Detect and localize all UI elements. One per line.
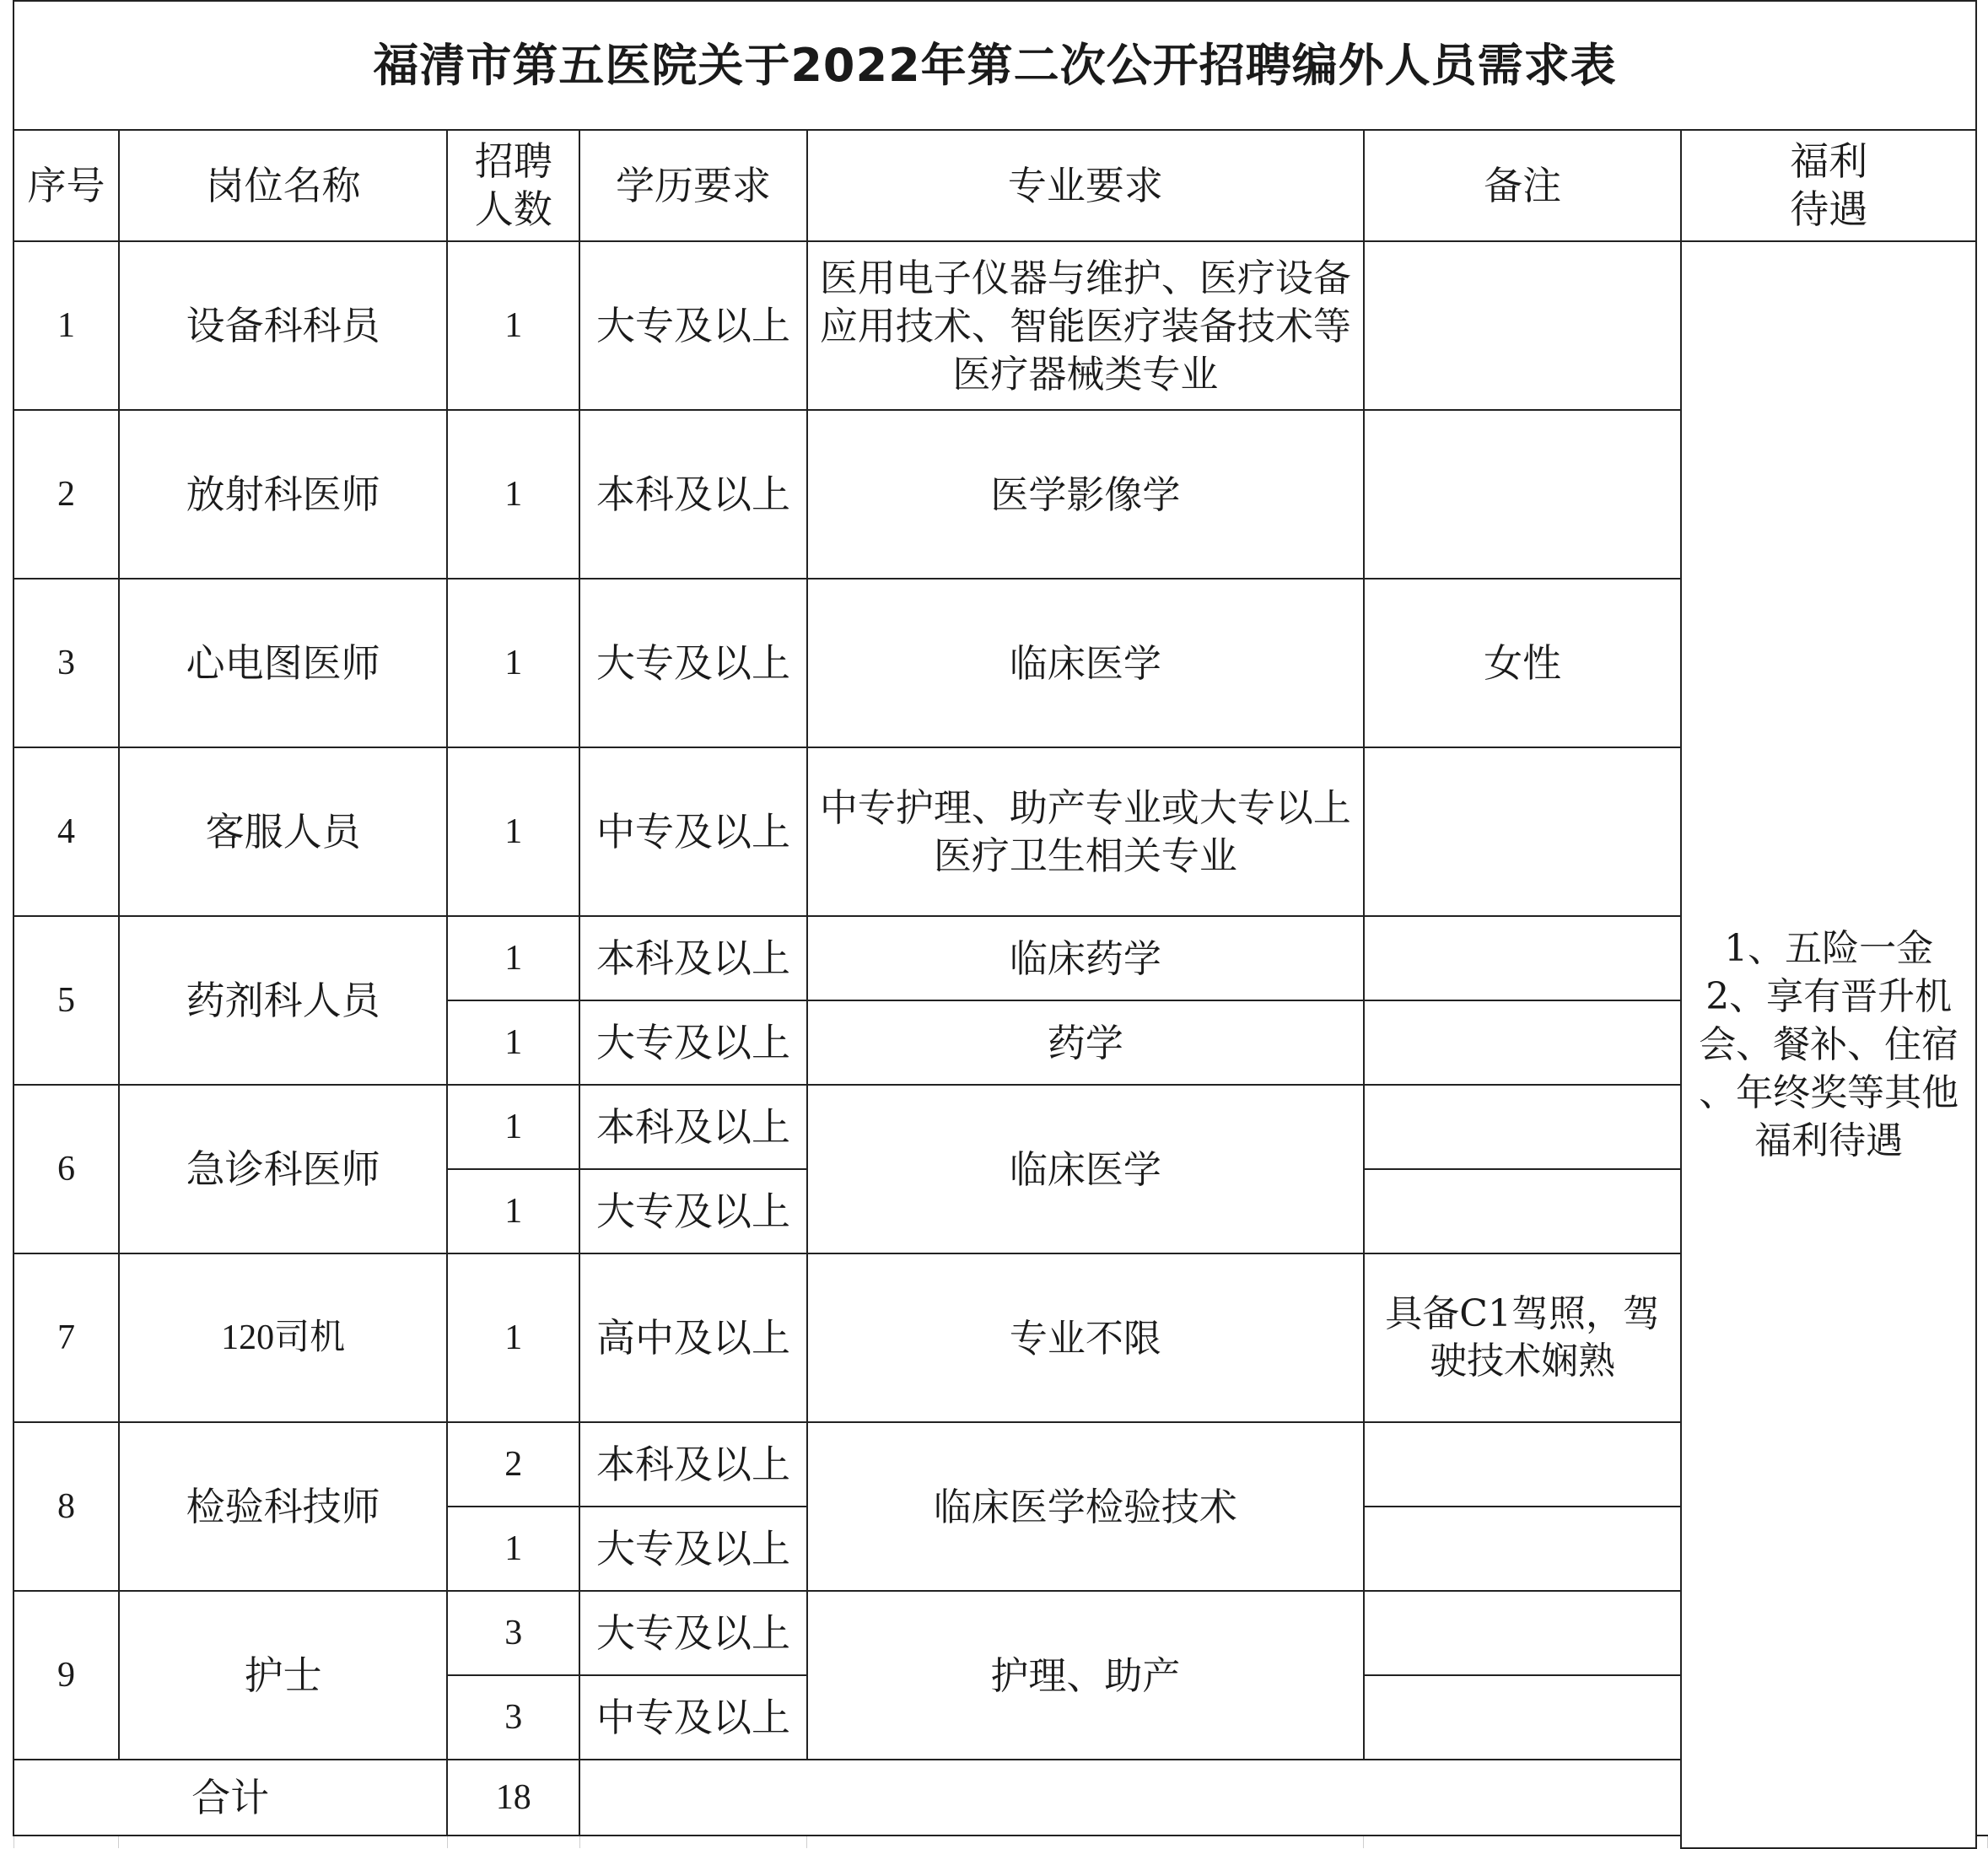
- remark-cell: [1364, 1085, 1682, 1169]
- seq-cell: 2: [13, 410, 119, 579]
- major-cell: 专业不限: [807, 1253, 1364, 1422]
- benefit-line: 福利待遇: [1754, 1119, 1904, 1162]
- seq-cell: 7: [13, 1253, 119, 1422]
- education-cell: 中专及以上: [579, 1675, 807, 1760]
- position-cell: 药剂科人员: [119, 916, 447, 1085]
- major-cell: [807, 241, 1364, 410]
- education-cell: 大专及以上: [579, 1000, 807, 1085]
- education-cell: 大专及以上: [579, 579, 807, 747]
- remark-cell: [1364, 1675, 1682, 1760]
- benefit-line: 2、享有晋升机: [1705, 975, 1953, 1018]
- total-blank: [579, 1760, 1976, 1836]
- benefit-line: 1、五险一金: [1724, 927, 1934, 970]
- remark-cell: [1364, 1591, 1682, 1675]
- benefit-line: 、年终奖等其他: [1699, 1071, 1959, 1114]
- major-line: 医疗器械类专业: [952, 351, 1219, 396]
- header-major: 专业要求: [807, 130, 1364, 241]
- position-cell: 心电图医师: [119, 579, 447, 747]
- seq-cell: 6: [13, 1085, 119, 1253]
- remark-cell: [1364, 916, 1682, 1000]
- remark-cell: [1364, 410, 1682, 579]
- seq-cell: 5: [13, 916, 119, 1085]
- major-cell: 药学: [807, 1000, 1364, 1085]
- position-cell: 设备科科员: [119, 241, 447, 410]
- count-cell: 1: [447, 1253, 579, 1422]
- header-seq: 序号: [13, 130, 119, 241]
- major-cell: 临床药学: [807, 916, 1364, 1000]
- header-count: [447, 130, 579, 241]
- education-cell: 大专及以上: [579, 1507, 807, 1591]
- count-cell: 1: [447, 1085, 579, 1169]
- count-cell: 1: [447, 410, 579, 579]
- position-cell: 客服人员: [119, 747, 447, 916]
- education-cell: 大专及以上: [579, 1169, 807, 1253]
- benefits-cell: [1681, 241, 1976, 1848]
- education-cell: 高中及以上: [579, 1253, 807, 1422]
- remark-cell: [1364, 1253, 1682, 1422]
- education-cell: 中专及以上: [579, 747, 807, 916]
- header-position: 岗位名称: [119, 130, 447, 241]
- header-benefit-line1: 福利: [1790, 138, 1868, 184]
- count-cell: 2: [447, 1422, 579, 1507]
- remark-line: 驶技术娴熟: [1430, 1340, 1616, 1383]
- education-cell: 本科及以上: [579, 1422, 807, 1507]
- header-benefit: [1681, 130, 1976, 241]
- count-cell: 1: [447, 1169, 579, 1253]
- position-cell: 护士: [119, 1591, 447, 1760]
- position-cell: 急诊科医师: [119, 1085, 447, 1253]
- table-title: 福清市第五医院关于2022年第二次公开招聘编外人员需求表: [13, 1, 1976, 130]
- remark-cell: [1364, 1000, 1682, 1085]
- education-cell: 大专及以上: [579, 1591, 807, 1675]
- major-cell: [807, 747, 1364, 916]
- table-row: [13, 241, 1988, 410]
- remark-cell: [1364, 747, 1682, 916]
- header-education: 学历要求: [579, 130, 807, 241]
- total-row: [13, 1760, 1988, 1836]
- remark-line: 具备C1驾照，驾: [1385, 1292, 1660, 1335]
- major-cell: 临床医学: [807, 579, 1364, 747]
- benefit-line: 会、餐补、住宿: [1699, 1023, 1959, 1066]
- seq-cell: 4: [13, 747, 119, 916]
- count-cell: 1: [447, 1507, 579, 1591]
- remark-cell: [1364, 241, 1682, 410]
- seq-cell: 8: [13, 1422, 119, 1591]
- education-cell: 本科及以上: [579, 916, 807, 1000]
- seq-cell: 1: [13, 241, 119, 410]
- education-cell: 大专及以上: [579, 241, 807, 410]
- major-cell: 医学影像学: [807, 410, 1364, 579]
- count-cell: 1: [447, 747, 579, 916]
- count-cell: 1: [447, 241, 579, 410]
- major-line: 医用电子仪器与维护、医疗设备: [819, 255, 1351, 300]
- major-line: 中专护理、助产专业或大专以上: [819, 785, 1351, 830]
- position-cell: 检验科技师: [119, 1422, 447, 1591]
- major-cell: 护理、助产: [807, 1591, 1364, 1760]
- remark-cell: [1364, 1507, 1682, 1591]
- seq-cell: 3: [13, 579, 119, 747]
- major-line: 应用技术、智能医疗装备技术等: [819, 303, 1351, 348]
- header-count-line1: 招聘: [474, 138, 552, 184]
- total-label: 合计: [13, 1760, 447, 1836]
- count-cell: 3: [447, 1675, 579, 1760]
- count-cell: 1: [447, 1000, 579, 1085]
- recruitment-table: [13, 0, 1988, 1849]
- position-cell: 放射科医师: [119, 410, 447, 579]
- header-count-line2: 人数: [474, 186, 552, 232]
- major-line: 医疗卫生相关专业: [933, 833, 1237, 878]
- header-benefit-line2: 待遇: [1790, 186, 1868, 232]
- header-remark: 备注: [1364, 130, 1682, 241]
- major-cell: 临床医学: [807, 1085, 1364, 1253]
- remark-cell: [1364, 1422, 1682, 1507]
- position-cell: 120司机: [119, 1253, 447, 1422]
- count-cell: 1: [447, 579, 579, 747]
- seq-cell: 9: [13, 1591, 119, 1760]
- count-cell: 1: [447, 916, 579, 1000]
- count-cell: 3: [447, 1591, 579, 1675]
- major-cell: 临床医学检验技术: [807, 1422, 1364, 1591]
- remark-cell: 女性: [1364, 579, 1682, 747]
- total-value: 18: [447, 1760, 579, 1836]
- remark-cell: [1364, 1169, 1682, 1253]
- education-cell: 本科及以上: [579, 1085, 807, 1169]
- education-cell: 本科及以上: [579, 410, 807, 579]
